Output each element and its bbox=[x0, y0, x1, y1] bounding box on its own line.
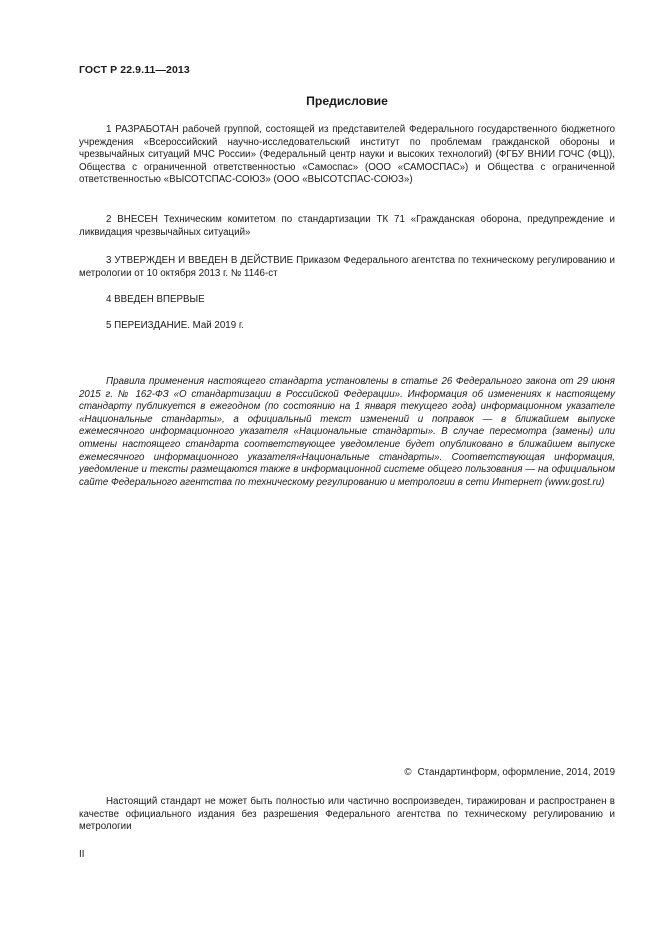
reproduction-rights-notice: Настоящий стандарт не может быть полностью или частично воспроизведен, тиражирован и распространен в качестве официального издания без разрешения Федерального агентства по техническому регулированию и метрологии bbox=[79, 796, 615, 833]
foreword-item-5: 5 ПЕРЕИЗДАНИЕ. Май 2019 г. bbox=[106, 320, 244, 331]
foreword-item-2: 2 ВНЕСЕН Техническим комитетом по стандартизации ТК 71 «Гражданская оборона, предупреждение и ликвидация чрезвычайных ситуаций» bbox=[79, 214, 615, 238]
foreword-item-1: 1 РАЗРАБОТАН рабочей группой, состоящей из представителей Федерального государственного бюджетного учреждения «Всероссийский научно-исследовательский институт по проблемам гражданской обороны и чрезвычайных ситуаций МЧС России» (Федеральный центр науки и высоких технологий) (ФГБУ ВНИИ ГОЧС (ФЦ)), Общества с ограниченной ответственностью «Самоспас» (ООО «САМОСПАС») и Общества с ограниченной ответственностью «ВЫСОТСПАС-СОЮЗ» (ООО «ВЫСОТСПАС-СОЮЗ») bbox=[79, 124, 615, 186]
foreword-item-3: 3 УТВЕРЖДЕН И ВВЕДЕН В ДЕЙСТВИЕ Приказом Федерального агентства по техническому регулированию и метрологии от 10 октября 2013 г. № 1146-ст bbox=[79, 255, 615, 279]
copyright-symbol: © bbox=[404, 767, 412, 778]
foreword-title: Предисловие bbox=[306, 94, 388, 108]
application-rules-notice: Правила применения настоящего стандарта установлены в статье 26 Федерального закона от 29 июня 2015 г. № 162-ФЗ «О стандартизации в Российской Федерации». Информация об изменениях к настоящему стандарту публикуется в ежегодном (по состоянию на 1 января текущего года) информационном указателе «Национальные стандарты», а официальный текст изменений и поправок — в ближайшем выпуске ежемесячного информационного указателя «Национальные стандарты». В случае пересмотра (замены) или отмены настоящего стандарта соответствующее уведомление будет опубликовано в ближайшем выпуске ежемесячного информационного указателя«Национальные стандарты». Соответствующая информация, уведомление и тексты размещаются также в информационной системе общего пользования — на официальном сайте Федерального агентства по техническому регулированию и метрологии в сети Интернет (www.gost.ru) bbox=[79, 376, 615, 488]
page-number: II bbox=[79, 849, 85, 860]
document-number-header: ГОСТ Р 22.9.11—2013 bbox=[79, 64, 190, 76]
copyright-line bbox=[404, 767, 615, 778]
foreword-item-4: 4 ВВЕДЕН ВПЕРВЫЕ bbox=[106, 294, 205, 305]
copyright-text: Стандартинформ, оформление, 2014, 2019 bbox=[417, 767, 615, 778]
